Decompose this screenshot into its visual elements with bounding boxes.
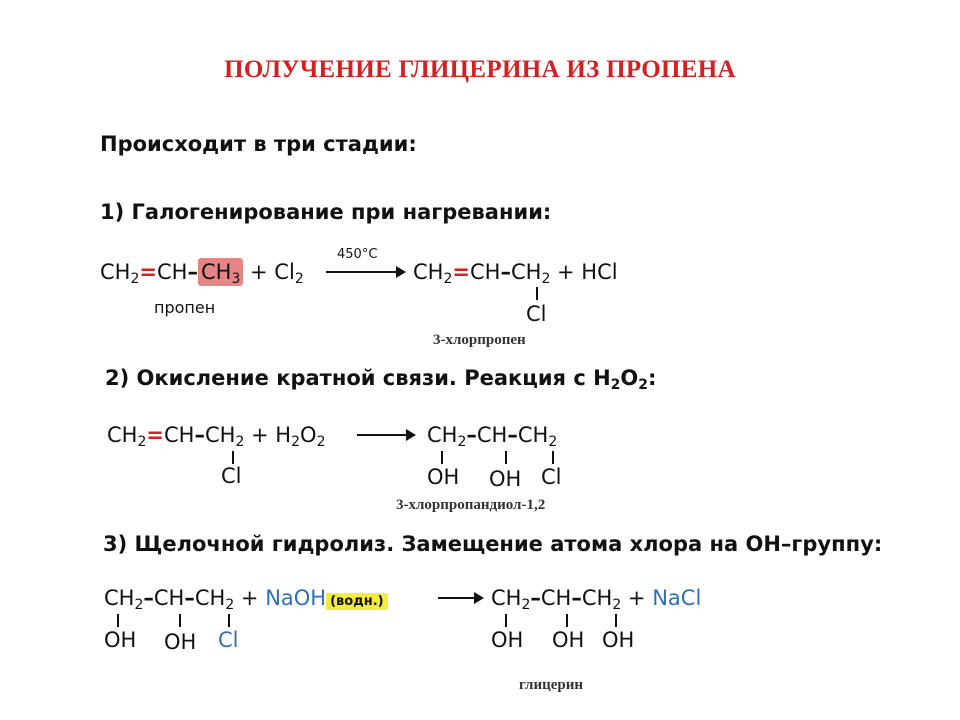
step2-prod-sub-2: OH (489, 467, 522, 491)
step3-prod-sub-2: OH (552, 628, 585, 652)
step3-react-sub-1: OH (104, 628, 137, 652)
naoh-reagent: NaOH (265, 586, 327, 610)
step2-heading: 2) Окисление кратной связи. Реакция с $H_2O_2$: (105, 366, 657, 393)
step3-arrow (438, 597, 482, 599)
chloropropene-label: 3-хлорпропен (433, 332, 526, 348)
step1-condition: 450°C (337, 247, 378, 262)
chloropropanediol-label: 3-хлорпропандиол-1,2 (396, 497, 546, 513)
step1-bond-vertical (536, 287, 538, 300)
step1-product: $CH_2=CH-CH_2$ + HCl (413, 260, 618, 287)
intro-text: Происходит в три стадии: (100, 132, 417, 156)
glycerol-label: глицерин (519, 677, 584, 693)
page-title: ПОЛУЧЕНИЕ ГЛИЦЕРИНА ИЗ ПРОПЕНА (224, 56, 736, 83)
step3-react-sub-3: Cl (218, 628, 239, 652)
step3-reactant: $CH_2-CH-CH_2$ + NaOH (водн.) (104, 586, 388, 610)
step3-heading: 3) Щелочной гидролиз. Замещение атома хлора на OH–группу: (103, 532, 883, 556)
step3-react-sub-2: OH (164, 630, 197, 654)
nacl-byproduct: NaCl (652, 586, 702, 610)
step2-product: $CH_2-CH-CH_2$ (427, 423, 558, 450)
step2-prod-sub-1: OH (427, 465, 460, 489)
step3-product: $CH_2-CH-CH_2$ + NaCl (491, 586, 702, 613)
step2-reactant-bond (232, 451, 234, 464)
step2-prod-bond-1 (441, 451, 443, 464)
methyl-highlight: $CH_3$ (198, 258, 243, 286)
step1-heading: 1) Галогенирование при нагревании: (100, 200, 552, 224)
step2-reactant-sub: Cl (221, 464, 242, 488)
step3-prod-sub-3: OH (602, 628, 635, 652)
step3-react-bond-3 (228, 614, 230, 627)
step2-prod-bond-2 (505, 451, 507, 464)
step2-prod-sub-3: Cl (541, 465, 562, 489)
step3-prod-bond-2 (566, 614, 568, 627)
step3-prod-bond-1 (505, 614, 507, 627)
step1-substituent: Cl (526, 302, 547, 326)
step3-react-bond-1 (117, 614, 119, 627)
step2-reactant: $CH_2=CH-CH_2 + H_2O_2$ (107, 423, 326, 450)
aqueous-condition: (водн.) (326, 593, 387, 610)
step1-reactant: $CH_2=CH-$ $CH_3 + Cl_2$ (100, 260, 304, 287)
propene-label: пропен (154, 298, 216, 317)
step3-prod-sub-1: OH (491, 628, 524, 652)
step2-arrow (357, 434, 414, 436)
step3-prod-bond-3 (615, 614, 617, 627)
step3-react-bond-2 (179, 614, 181, 627)
step1-arrow (326, 271, 404, 273)
step2-prod-bond-3 (552, 451, 554, 464)
